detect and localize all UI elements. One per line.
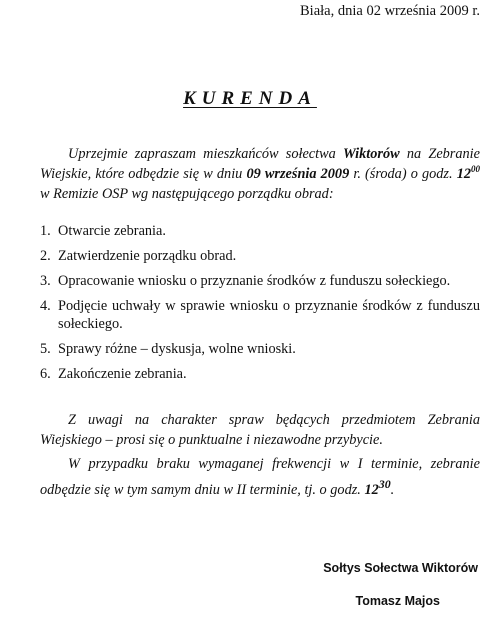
intro-text-2: na Zebranie Wiejskie, które odbędzie się w dniu <box>40 146 480 182</box>
village-name: Wiktorów <box>343 146 400 162</box>
intro-text-4: w Remizie OSP wg następującego porządku obrad: <box>40 186 334 202</box>
agenda-text: Zatwierdzenie porządku obrad. <box>58 248 237 264</box>
signatory-name: Tomasz Majos <box>355 594 440 608</box>
agenda-text: Otwarcie zebrania. <box>58 223 166 239</box>
agenda-number: 4. <box>40 298 51 314</box>
agenda-number: 6. <box>40 366 51 382</box>
second-term-hour: $12^{30}$ <box>364 477 391 498</box>
intro-text-1: Uprzejmie zapraszam mieszkańców sołectwa <box>68 146 343 162</box>
agenda-list <box>40 222 480 390</box>
intro-text-3: r. (środa) o godz. <box>349 166 457 182</box>
meeting-date: 09 września 2009 <box>246 166 350 182</box>
agenda-number: 5. <box>40 341 51 357</box>
meeting-hour: $12^{00}$ <box>456 164 480 182</box>
place-date: Biała, dnia 02 września 2009 r. <box>300 3 480 19</box>
agenda-text: Zakończenie zebrania. <box>58 366 187 382</box>
notice-text: Z uwagi na charakter spraw będących przedmiotem Zebrania Wiejskiego – prosi się o punktualne i niezawodne przybycie. <box>40 412 480 448</box>
agenda-text: Sprawy różne – dyskusja, wolne wnioski. <box>58 341 296 357</box>
agenda-item <box>40 247 480 265</box>
agenda-text: Opracowanie wniosku o przyznanie środków z funduszu sołeckiego. <box>58 273 451 289</box>
agenda-item <box>40 222 480 240</box>
agenda-item <box>40 340 480 358</box>
agenda-item <box>40 365 480 383</box>
second-term-text: W przypadku braku wymaganej frekwencji w I terminie, zebranie odbędzie się w tym samym dniu w II terminie, tj. o godz. <box>40 456 480 498</box>
agenda-number: 2. <box>40 248 51 264</box>
agenda-text: Podjęcie uchwały w sprawie wniosku o przyznanie środków z funduszu sołeckiego. <box>58 298 480 332</box>
invitation-paragraph <box>40 144 480 204</box>
agenda-item <box>40 297 480 333</box>
document-title: KURENDA <box>183 88 317 109</box>
punctuality-notice <box>40 410 480 450</box>
agenda-number: 1. <box>40 223 51 239</box>
agenda-item <box>40 272 480 290</box>
agenda-number: 3. <box>40 273 51 289</box>
signatory-role: Sołtys Sołectwa Wiktorów <box>323 561 478 575</box>
second-term-notice: W przypadku braku wymaganej frekwencji w I terminie, zebranie odbędzie się w tym samym dniu w II terminie, tj. o godz. $12^{30}$. <box>40 456 480 498</box>
